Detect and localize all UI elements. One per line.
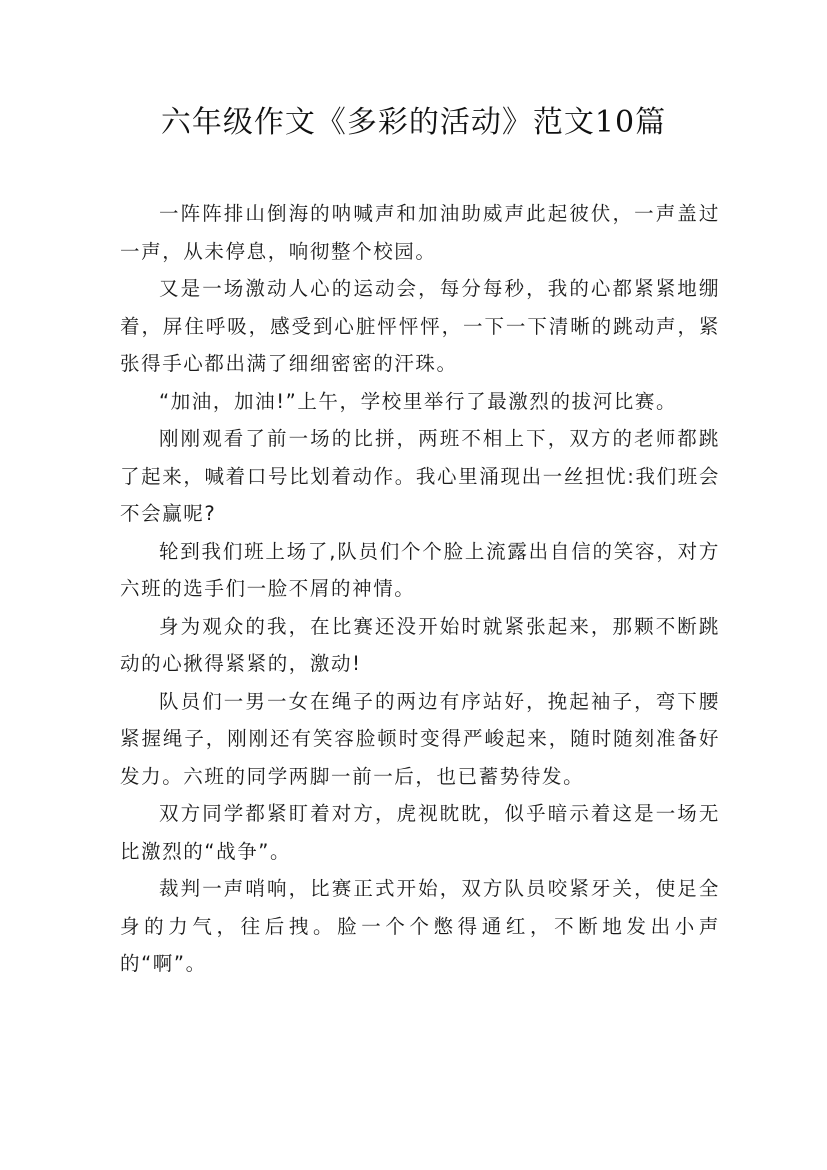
paragraph-1: 一阵阵排山倒海的呐喊声和加油助威声此起彼伏，一声盖过一声，从未停息，响彻整个校园。 xyxy=(120,202,720,263)
paragraph-7: 队员们一男一女在绳子的两边有序站好，挽起袖子，弯下腰紧握绳子，刚刚还有笑容脸顿时变得严峻起来，随时随刻准备好发力。六班的同学两脚一前一后，也已蓄势待发。 xyxy=(120,689,720,788)
paragraph-3: “加油，加油!”上午，学校里举行了最激烈的拔河比赛。 xyxy=(159,389,678,413)
paragraph-8: 双方同学都紧盯着对方，虎视眈眈，似乎暗示着这是一场无比激烈的“战争”。 xyxy=(120,802,720,863)
paragraph-4: 刚刚观看了前一场的比拼，两班不相上下，双方的老师都跳了起来，喊着口号比划着动作。我心里涌现出一丝担忧:我们班会不会赢呢? xyxy=(120,427,720,525)
paragraph-6: 身为观众的我，在比赛还没开始时就紧张起来，那颗不断跳动的心揪得紧紧的，激动! xyxy=(120,614,720,675)
paragraph-5: 轮到我们班上场了,队员们个个脸上流露出自信的笑容，对方六班的选手们一脸不屑的神情。 xyxy=(120,539,720,600)
article-body xyxy=(120,195,720,983)
paragraph-9: 裁判一声哨响，比赛正式开始，双方队员咬紧牙关，使足全身的力气，往后拽。脸一个个憋得通红，不断地发出小声的“啊”。 xyxy=(120,877,720,975)
paragraph-2: 又是一场激动人心的运动会，每分每秒，我的心都紧紧地绷着，屏住呼吸，感受到心脏怦怦怦，一下一下清晰的跳动声，紧张得手心都出满了细细密密的汗珠。 xyxy=(120,277,720,375)
page-title: 六年级作文《多彩的活动》范文10篇 xyxy=(160,105,667,140)
